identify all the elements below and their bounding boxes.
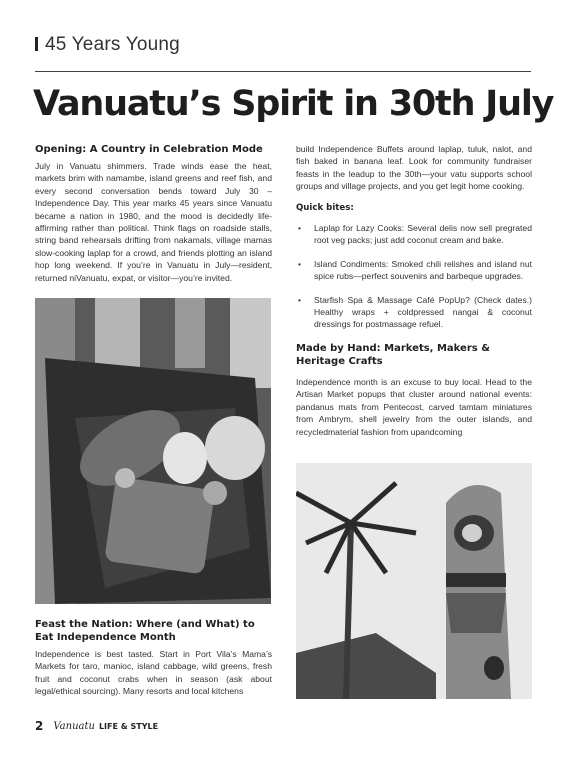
col2-intro: build Independence Buffets around laplap, tuluk, nalot, and fish baked in banana leaf. Look for community fundraiser feasts in the leadup to the 30th—your vatu supports school groups and village projects, and you get legit home cooking. [296,144,532,192]
food-photo [35,298,271,604]
quick-bites-label: Quick bites: [296,202,354,213]
page-number: 2 [35,719,44,733]
list-item: • Island Condiments: Smoked chili relishes and island nut spice rubs—perfect souvenirs and barbeque upgrades. [296,258,532,283]
feast-section [35,618,272,698]
brand-logo: Vanuatu [53,720,95,732]
made-by-hand-heading: Made by Hand: Markets, Makers & Heritage Crafts [296,342,490,367]
kicker-bar [35,37,38,51]
kicker-text: 45 Years Young [45,34,180,55]
column-right [296,143,532,438]
list-item: • Starfish Spa & Massage Café PopUp? (Check dates.) Healthy wraps + coldpressed nangai & coconut dressings for postmassage refuel. [296,294,532,331]
opening-body: July in Vanuatu shimmers. Trade winds ease the heat, markets brim with namambe, island greens and reef fish, and every second conversation bends toward July 30 – Independence Day. This year marks 45 years since Vanuatu became a nation in 1980, and the mood is decidedly life-affirming rather than political. Think flags on roadside stalls, string band rehearsals drifting from nakamals, village mamas slow-cooking laplap for a crowd, and friends plotting an island hop long weekend. If you’re in Vanuatu in July—resident, returned niVanuatu, expat, or visitor—you’re invited. [35,161,272,283]
column-left [35,143,272,284]
opening-heading: Opening: A Country in Celebration Mode [35,144,263,155]
article-title: Vanuatu’s Spirit in 30th July [33,84,554,124]
list-item: • Laplap for Lazy Cooks: Several delis now sell pregrated root veg packs; just add coconut cream and bake. [296,222,532,247]
carving-photo [296,463,532,699]
quick-bites-list [296,222,532,331]
section-kicker [35,34,180,56]
header-rule [35,71,531,72]
made-by-hand-body: Independence month is an excuse to buy local. Head to the Artisan Market popups that cluster around national events: pandanus mats from Pentecost, carved tamtam miniatures from Ambrym, shell jewelry from the outer islands, and recycledmaterial fashion from upandcoming [296,376,532,437]
page-footer [35,719,158,733]
magazine-name: LIFE & STYLE [98,721,159,731]
feast-body: Independence is best tasted. Start in Port Vila’s Mama’s Markets for taro, manioc, island cabbage, wild greens, fresh fruit and coconut crabs when in season (ask about legal/ethical sourcing). Many resorts and local kitchens [35,649,272,697]
feast-heading: Feast the Nation: Where (and What) to Eat Independence Month [35,619,255,643]
